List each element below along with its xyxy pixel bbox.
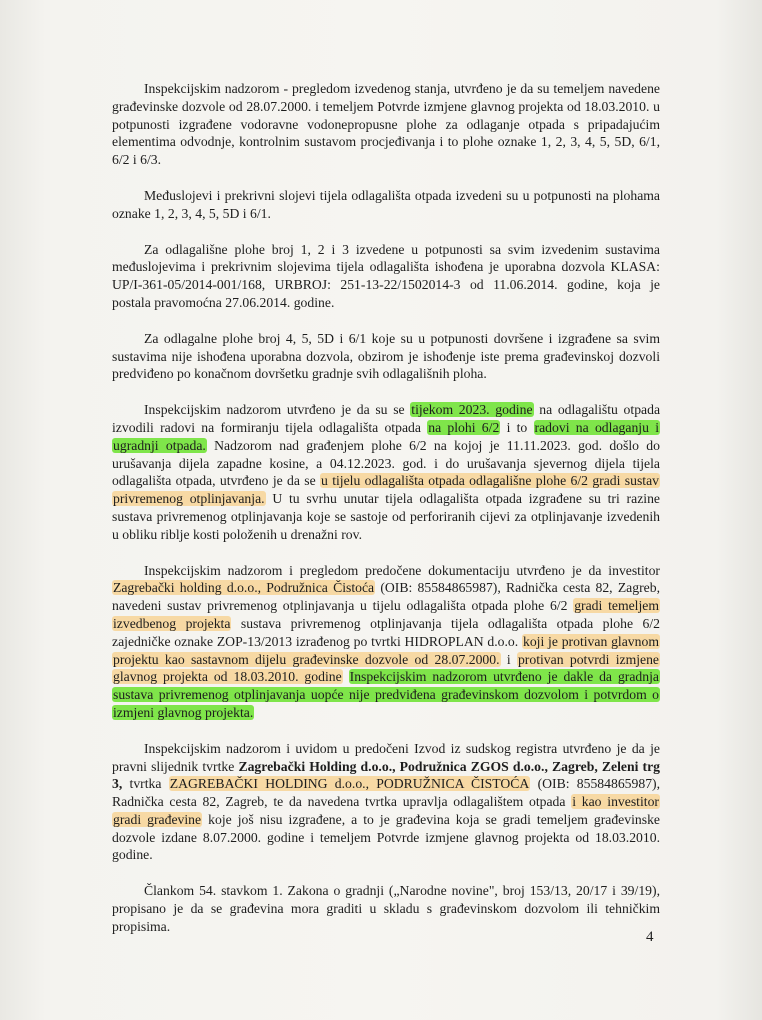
text-run: sustava privremenog otplinjavanja tijela odlagališta otpada plohe 6/2 zajedničke oznake ZOP-13/2013 izrađenog po tvrtki HIDROPLAN d.o.o. [112,615,660,649]
highlight-green: radovi na odlaganju i ugradnji otpada. [113,419,659,453]
text-run: i to [506,419,528,435]
text-run: (OIB: 85584865987), Radnička cesta 82, Zagreb, navedeni sustav privremenog otplinjavanja u tijelu odlagališta otpada plohe 6/2 [112,580,661,614]
text-run: Inspekcijskim nadzorom i pregledom predočene dokumentaciju utvrđeno je da investitor [144,562,660,578]
text-run: Inspekcijskim nadzorom i uvidom u predočeni Izvod iz sudskog registra utvrđeno je da je pravni slijednik tvrtke [112,740,660,774]
text-run: (OIB: 85584865987), Radnička cesta 82, Zagreb, te da navedena tvrtka upravlja odlagalištem otpada [112,776,661,810]
paragraph-6 [112,562,660,722]
paragraph-5 [112,401,660,543]
highlight-orange: i kao investitor gradi građevine [113,794,659,827]
paragraph-2: Međuslojevi i prekrivni slojevi tijela odlagališta otpada izvedeni su u potpunosti na plohama oznake 1, 2, 3, 4, 5, 5D i 6/1. [112,187,660,221]
text-run: tvrtka [129,776,162,792]
text-run: na odlagalištu otpada izvodili radovi na formiranju tijela odlagališta otpada [112,402,661,435]
highlight-orange: protivan potvrdi izmjene glavnog projekta od 18.03.2010. godine [113,651,660,685]
highlight-green: Inspekcijskim nadzorom utvrđeno je dakle da gradnja sustava privremenog otplinjavanja uopće nije predviđena građevinskom dozvolom i potvrdom o izmjeni glavnog projekta. [113,669,659,720]
paragraph-3: Za odlagališne plohe broj 1, 2 i 3 izvedene u potpunosti sa svim izvedenim sustavima međuslojevima i prekrivnim slojevima tijela odlagališta ishođena je uporabna dozvola KLASA: UP/I-361-05/2014-001/168, URBROJ: 251-13-22/1502014-3 od 11.06.2014. godine, koja je postala pravomoćna 27.06.2014. godine. [112,241,660,310]
highlight-orange: Zagrebački holding d.o.o., Podružnica Čistoća [113,580,375,596]
paragraph-8: Člankom 54. stavkom 1. Zakona o gradnji („Narodne novine", broj 153/13, 20/17 i 39/19), propisano je da se građevina mora graditi u skladu s građevinskom dozvolom ili tehničkim propisima. [112,883,660,934]
bold-company-name: Zagrebački Holding d.o.o., Podružnica ZGOS d.o.o., Zagreb, Zeleni trg 3, [112,758,661,792]
text-run: U tu svrhu unutar tijela odlagališta otpada izgrađene su tri razine sustava privremenog otplinjavanja koje se sastoje od perforiranih cijevi za otplinjavanje izvedenih u obliku riblje kosti položenih u drenažni rov. [112,491,660,542]
text-run: Nadzorom nad građenjem plohe 6/2 na kojoj je 11.11.2023. god. došlo do urušavanja dijela zapadne kosine, a 04.12.2023. god. i do urušavanja sjevernog dijela tijela odlagališta otpada, utvrđeno je da se [112,437,660,489]
paragraph-1: Inspekcijskim nadzorom - pregledom izvedenog stanja, utvrđeno je da su temeljem navedene građevinske dozvole od 28.07.2000. i temeljem Potvrde izmjene glavnog projekta od 18.03.2010. u potpunosti izgrađene vodoravne vodonepropusne plohe za odlaganje otpada s pripadajućim elementima odvodnje, kontrolnim sustavom procjeđivanja i to plohe oznake 1, 2, 3, 4, 5, 5D, 6/1, 6/2 i 6/3. [112,81,660,168]
paragraph-7 [112,740,660,865]
document-body [112,80,660,954]
highlight-orange: u tijelu odlagališta otpada odlagališne plohe 6/2 gradi sustav privremenog otplinjavanja. [113,473,659,507]
highlight-green: na plohi 6/2 [428,419,500,435]
highlight-orange: koji je protivan glavnom projektu kao sastavnom dijelu građevinske dozvole od 28.07.2000. [113,633,659,667]
highlight-orange: ZAGREBAČKI HOLDING d.o.o., PODRUŽNICA ČISTOĆA [169,776,530,792]
paragraph-4: Za odlagalne plohe broj 4, 5, 5D i 6/1 koje su u potpunosti dovršene i izgrađene sa svim sustavima nije ishođena uporabna dozvola, obzirom je ishođenje iste prema građevinskoj dozvoli predviđeno po konačnom dovršetku gradnje svih odlagališnih ploha. [112,330,660,382]
text-run: Inspekcijskim nadzorom utvrđeno je da su se [144,402,405,418]
highlight-orange: gradi temeljem izvedbenog projekta [113,598,660,631]
page-number: 4 [646,929,654,945]
highlight-green: tijekom 2023. godine [411,402,533,418]
text-run: i [506,651,511,667]
text-run: koje još nisu izgrađene, a to je građevina koja se gradi temeljem građevinske dozvole izdane 8.07.2000. godine i temeljem Potvrde izmjene glavnog projekta od 18.03.2010. godine. [112,811,660,863]
